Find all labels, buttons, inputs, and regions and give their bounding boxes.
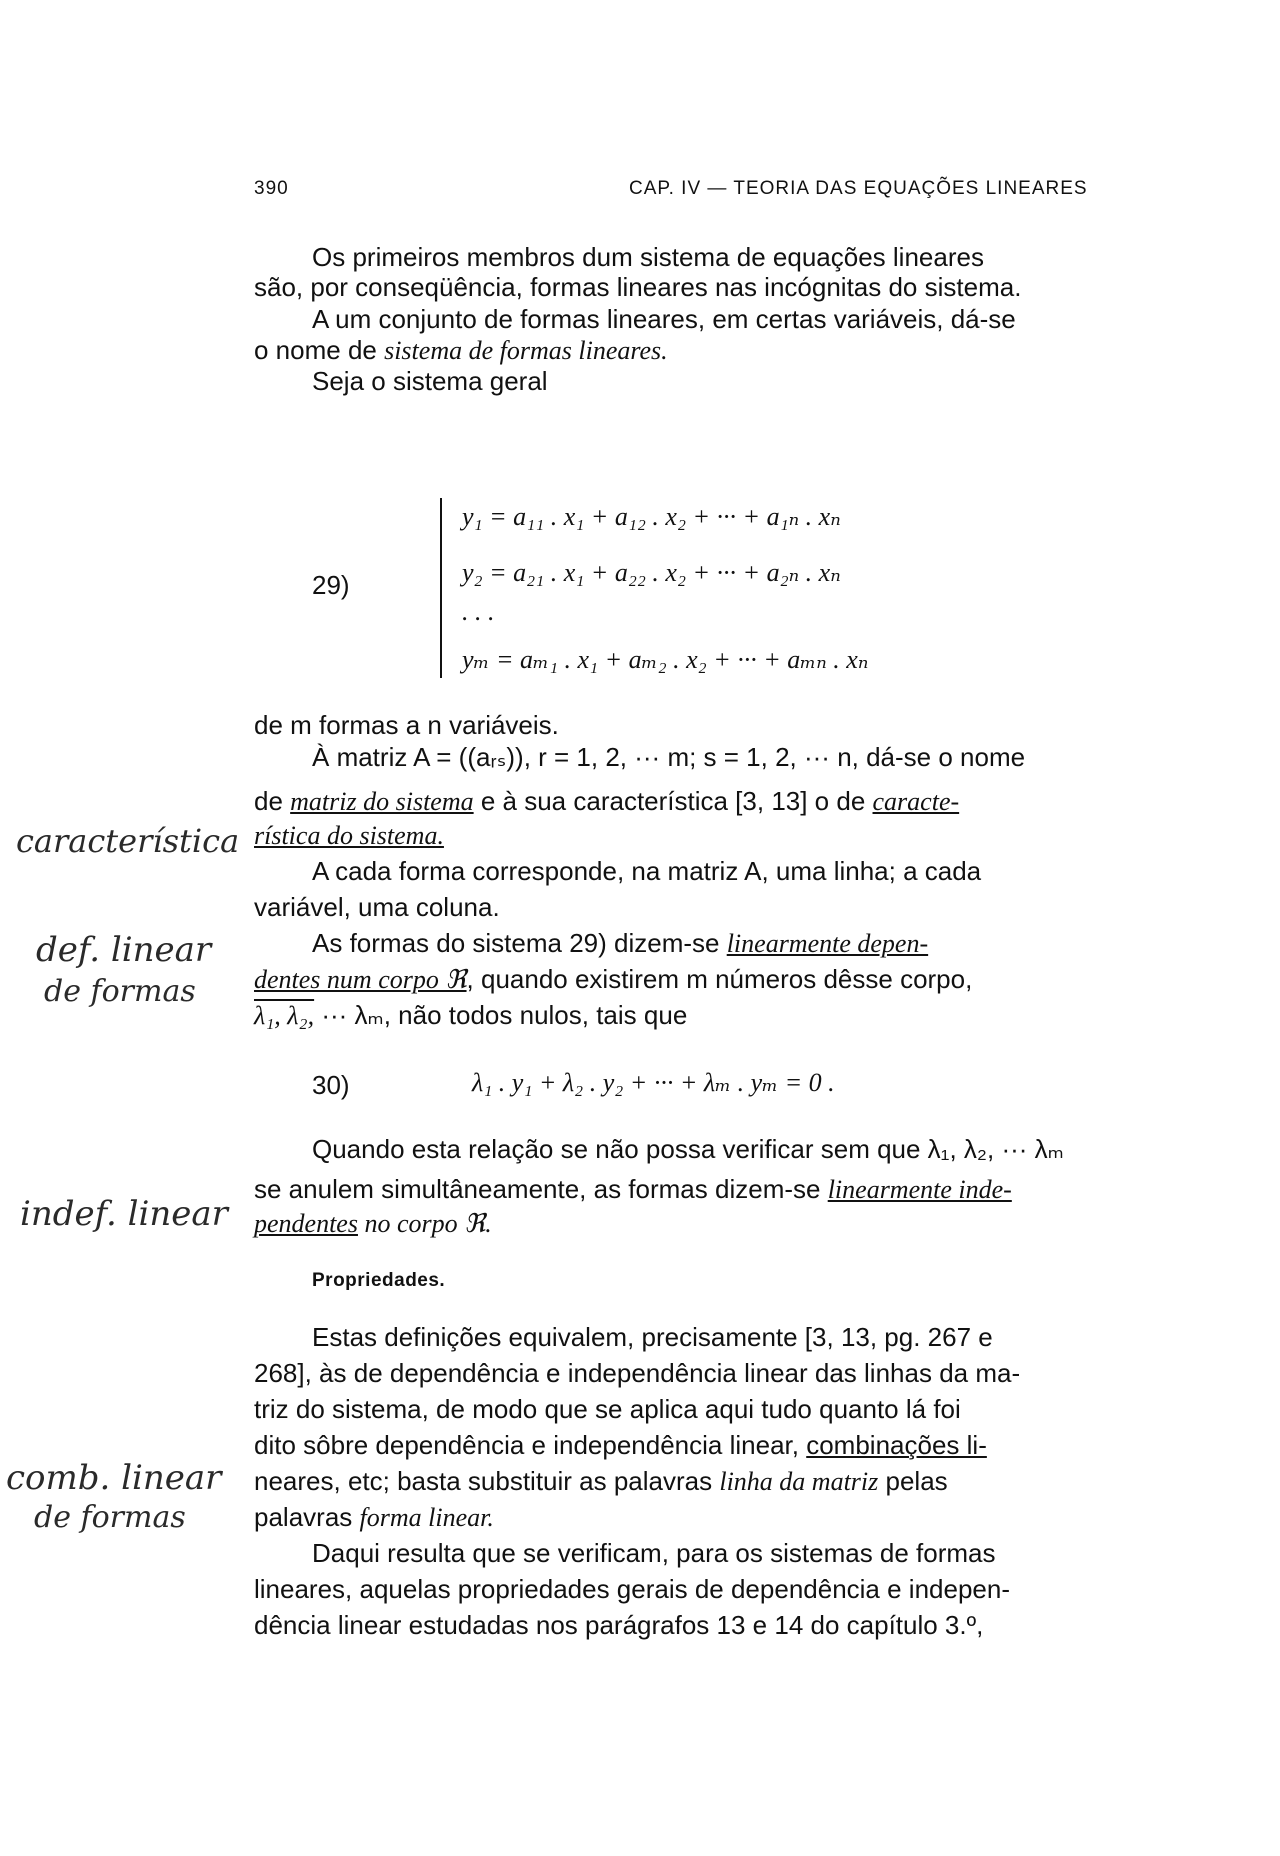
system-eq2: y₂ = a₂₁ . x₁ + a₂₂ . x₂ + ··· + a₂ₙ . xₙ bbox=[462, 558, 841, 587]
lambdas-overlined: λ₁, λ₂, bbox=[254, 1001, 315, 1030]
equation-30: λ₁ . y₁ + λ₂ . y₂ + ··· + λₘ . yₘ = 0 . bbox=[472, 1068, 835, 1097]
para4-line4: rística do sistema. bbox=[254, 821, 444, 850]
term-linearmente-independentes: linearmente inde- bbox=[827, 1175, 1012, 1204]
para7-line3: pendentes no corpo ℜ. bbox=[254, 1209, 492, 1238]
para1-line2: são, por conseqüência, formas lineares nas incógnitas do sistema. bbox=[254, 272, 1022, 302]
term-caracteristica: caracte- bbox=[872, 787, 960, 816]
margin-note-def-linear: def. linear bbox=[36, 930, 212, 970]
para6-line3: λ₁, λ₂, ··· λₘ, não todos nulos, tais que bbox=[254, 1000, 688, 1030]
term-pendentes: pendentes bbox=[254, 1209, 358, 1238]
para9-line2: lineares, aquelas propriedades gerais de dependência e indepen- bbox=[254, 1574, 1010, 1604]
para4-line1: de m formas a n variáveis. bbox=[254, 710, 559, 740]
margin-note-comb-linear: comb. linear bbox=[6, 1458, 222, 1498]
page-number: 390 bbox=[254, 178, 289, 199]
chapter-title: CAP. IV — TEORIA DAS EQUAÇÕES LINEARES bbox=[629, 178, 1088, 199]
para6-line2: dentes num corpo ℜ, quando existirem m números dêsse corpo, bbox=[254, 964, 973, 994]
equation-label-30: 30) bbox=[312, 1070, 350, 1100]
para7-line2: se anulem simultâneamente, as formas dizem-se linearmente inde- bbox=[254, 1174, 1012, 1204]
system-brace bbox=[440, 498, 454, 678]
section-heading: Propriedades. bbox=[312, 1270, 446, 1291]
margin-note-indef-linear: indef. linear bbox=[20, 1194, 228, 1234]
para3-line1: Seja o sistema geral bbox=[312, 366, 548, 396]
para2-line1: A um conjunto de formas lineares, em certas variáveis, dá-se bbox=[312, 304, 1016, 334]
system-eq3: yₘ = aₘ₁ . x₁ + aₘ₂ . x₂ + ··· + aₘₙ . xₙ bbox=[462, 645, 869, 674]
para4-line2: À matriz A = ((aᵣₛ)), r = 1, 2, ··· m; s = 1, 2, ··· n, dá-se o nome bbox=[312, 742, 1026, 772]
para7-line1: Quando esta relação se não possa verificar sem que λ₁, λ₂, ··· λₘ bbox=[312, 1134, 1064, 1164]
para8-line2: 268], às de dependência e independência linear das linhas da ma- bbox=[254, 1358, 1021, 1388]
para8-line4: dito sôbre dependência e independência linear, combinações li- bbox=[254, 1430, 987, 1460]
para6-line1: As formas do sistema 29) dizem-se linearmente depen- bbox=[312, 928, 929, 958]
term-matriz-sistema: matriz do sistema bbox=[290, 787, 474, 816]
term-linearmente-dependentes: linearmente depen- bbox=[726, 929, 929, 958]
term-sistema-formas: sistema de formas lineares. bbox=[384, 336, 668, 365]
margin-note-caracteristica: característica bbox=[16, 822, 240, 860]
para5-line2: variável, uma coluna. bbox=[254, 892, 500, 922]
term-combinacoes: combinações li- bbox=[806, 1430, 987, 1460]
margin-note-de-formas-1: de formas bbox=[44, 974, 196, 1009]
para4-line3: de matriz do sistema e à sua característica [3, 13] o de caracte- bbox=[254, 786, 960, 816]
para8-line6: palavras forma linear. bbox=[254, 1502, 494, 1532]
term-num-corpo: dentes num corpo ℜ bbox=[254, 965, 467, 994]
para8-line1: Estas definições equivalem, precisamente [3, 13, pg. 267 e bbox=[312, 1322, 993, 1352]
para8-line3: triz do sistema, de modo que se aplica aqui tudo quanto lá foi bbox=[254, 1394, 961, 1424]
system-eq1: y₁ = a₁₁ . x₁ + a₁₂ . x₂ + ··· + a₁ₙ . xₙ bbox=[462, 502, 841, 531]
para8-line5: neares, etc; basta substituir as palavras linha da matriz pelas bbox=[254, 1466, 948, 1496]
para5-line1: A cada forma corresponde, na matriz A, uma linha; a cada bbox=[312, 856, 982, 886]
para2-line2: o nome de sistema de formas lineares. bbox=[254, 335, 668, 365]
para1-line1: Os primeiros membros dum sistema de equações lineares bbox=[312, 242, 984, 272]
para9-line1: Daqui resulta que se verificam, para os sistemas de formas bbox=[312, 1538, 996, 1568]
equation-label-29: 29) bbox=[312, 570, 350, 600]
margin-note-de-formas-2: de formas bbox=[34, 1500, 186, 1535]
system-dots: . . . bbox=[462, 597, 495, 626]
para9-line3: dência linear estudadas nos parágrafos 13 e 14 do capítulo 3.º, bbox=[254, 1610, 984, 1640]
